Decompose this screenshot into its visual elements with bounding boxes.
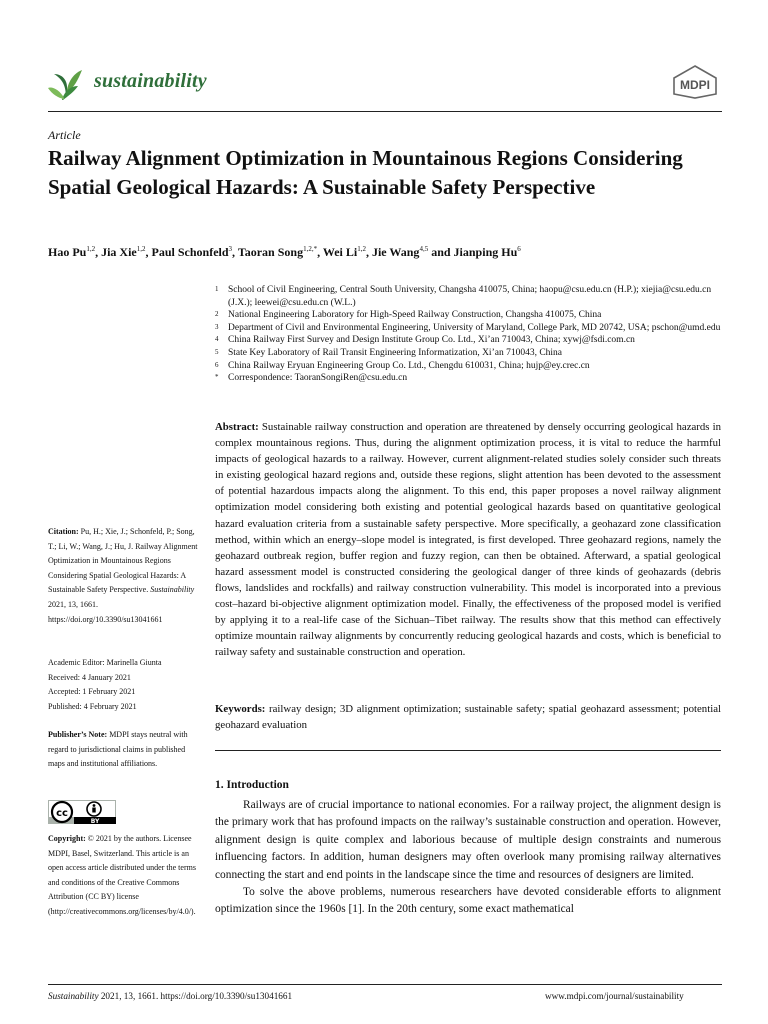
svg-text:cc: cc xyxy=(56,808,68,819)
dates-block xyxy=(48,656,198,714)
affiliation-item xyxy=(215,360,725,373)
footer-journal: Sustainability xyxy=(48,991,99,1001)
citation-text: Pu, H.; Xie, J.; Schonfeld, P.; Song, T.; Li, W.; Wang, J.; Hu, J. Railway Alignment Optimization in Mountainous Regions Considering Spatial Geological Hazards: A Sustainable Safety Perspective. xyxy=(48,527,198,595)
affiliation-text: Department of Civil and Environmental Engineering, University of Maryland, College Park, MD 20742, USA; pschon@umd.edu xyxy=(228,322,721,333)
author-affiliation-marker: 3 xyxy=(228,245,233,253)
affiliation-text: School of Civil Engineering, Central South University, Changsha 410075, China; haopu@csu.edu.cn (H.P.); xiejia@csu.edu.cn (J.X.); leewei@csu.edu.cn (W.L.) xyxy=(228,285,712,308)
author-name[interactable]: Taoran Song xyxy=(237,245,304,259)
citation-block xyxy=(48,525,198,627)
affiliation-number: 3 xyxy=(215,322,219,331)
author-separator: , xyxy=(365,245,372,259)
affiliation-item xyxy=(215,309,725,322)
affiliation-item xyxy=(215,347,725,360)
affiliation-number: 1 xyxy=(215,285,219,293)
accepted-date: Accepted: 1 February 2021 xyxy=(48,687,136,697)
citation-label: Citation: xyxy=(48,527,79,536)
author-affiliation-marker: 6 xyxy=(517,245,521,253)
abstract xyxy=(215,419,721,660)
publisher-note-label: Publisher’s Note: xyxy=(48,730,108,739)
author-separator: , xyxy=(145,245,152,259)
author-name[interactable]: Hao Pu xyxy=(48,245,87,259)
affiliation-item xyxy=(215,334,725,347)
affiliation-text: China Railway Eryuan Engineering Group Co. Ltd., Chengdu 610031, China; hujp@ey.crec.cn xyxy=(228,360,590,371)
introduction-body xyxy=(215,797,721,919)
footer-citation xyxy=(48,991,292,1001)
affiliation-text: National Engineering Laboratory for High-Speed Railway Construction, Changsha 410075, China xyxy=(228,310,602,321)
mdpi-logo-icon xyxy=(668,64,722,100)
footer-doi[interactable]: 1661. https://doi.org/10.3390/su13041661 xyxy=(137,991,293,1001)
received-date: Received: 4 January 2021 xyxy=(48,672,131,682)
academic-editor: Academic Editor: Marinella Giunta xyxy=(48,658,162,667)
keywords-rule xyxy=(215,750,721,751)
author-affiliation-marker: 4,5 xyxy=(419,245,429,253)
author-affiliation-marker: 1,2,* xyxy=(303,245,318,253)
journal-name: sustainability xyxy=(94,70,207,92)
abstract-text: Sustainable railway construction and operation are threatened by densely occurring geological hazards in complex mountainous regions. Thus, during the alignment optimization process, it is vital to reduce the harmful impacts of geological hazards to a railway. However, current alignment-related studies solely consider such threats in existing geological hazard regions and, outside these regions, slight attention has been devoted to the assessment of potential hazardous impacts along the alignment. To this end, this paper proposes a novel railway alignment optimization model considering both existing and potential geological hazards based on quantitative geological hazard evaluation criteria from a sustainable safety perspective. More specifically, a geohazard zone classification method, within which an energy–slope model is integrated, is first developed. Three geohazard regions, namely the geohazard outbreak region, buffer region and fuzzy region, can then be obtained. Afterward, a spatial geological hazard assessment model is constructed considering the geological danger of three kinds of geohazards (debris flows, landslides and rockfalls) and railway construction vulnerability. This model is incorporated into a previous cost–hazard bi-objective alignment optimization model. Finally, the effectiveness of the proposed model is verified by applying it to a real-life case of the Sichuan–Tibet railway. The results show that this method can effectively optimize mountain railway alignments by concurrently reducing geological hazards and costs, which is beneficial to railway safety and sustainable construction and operation. xyxy=(215,421,722,659)
author-separator: and xyxy=(428,245,454,259)
affiliation-text: China Railway First Survey and Design Institute Group Co. Ltd., Xi’an 710043, China; xywj@fsdi.com.cn xyxy=(228,335,635,346)
footer-year-vol: 2021, 13, xyxy=(100,991,136,1001)
author-separator: , xyxy=(95,245,102,259)
publisher-note xyxy=(48,728,198,772)
author-name[interactable]: Jie Wang xyxy=(371,245,420,259)
copyright-text: © 2021 by the authors. Licensee MDPI, Basel, Switzerland. This article is an open access article distributed under the terms and conditions of the Creative Commons Attribution (CC BY) license (http://creativecommons.org/licenses/by/4.0/). xyxy=(48,834,196,916)
affiliation-item xyxy=(215,372,725,385)
affiliation-number: * xyxy=(215,373,219,382)
author-name[interactable]: Jia Xie xyxy=(101,245,137,259)
keywords-text: railway design; 3D alignment optimization; sustainable safety; spatial geohazard assessment; potential geohazard evaluation xyxy=(215,703,721,731)
cc-by-license-icon[interactable] xyxy=(48,800,116,824)
abstract-label: Abstract: xyxy=(215,421,259,433)
copyright-block xyxy=(48,832,198,920)
affiliation-item xyxy=(215,322,725,335)
affiliation-item xyxy=(215,284,725,309)
footer-journal-url[interactable]: www.mdpi.com/journal/sustainability xyxy=(545,991,684,1001)
copyright-label: Copyright: xyxy=(48,834,86,843)
author-separator: , xyxy=(317,245,323,259)
affiliation-number: 5 xyxy=(215,347,219,356)
svg-text:MDPI: MDPI xyxy=(680,78,710,92)
author-name[interactable]: Wei Li xyxy=(322,245,358,259)
affiliations xyxy=(215,284,725,385)
author-affiliation-marker: 1,2 xyxy=(357,245,366,253)
author-affiliation-marker: 1,2 xyxy=(86,245,96,253)
article-type: Article xyxy=(48,128,81,142)
author-separator: , xyxy=(232,245,238,259)
publisher-note-text: MDPI stays neutral with regard to jurisdictional claims in published maps and institutional affiliations. xyxy=(48,730,188,769)
journal-leaf-icon xyxy=(48,62,84,102)
author-list xyxy=(48,245,728,260)
citation-doi[interactable]: 1661. https://doi.org/10.3390/su13041661 xyxy=(48,599,163,624)
article-title: Railway Alignment Optimization in Mountainous Regions Considering Spatial Geological Hazards: A Sustainable Safety Perspective xyxy=(48,146,683,199)
header-rule xyxy=(48,111,722,112)
footer-rule xyxy=(48,984,722,985)
affiliation-number: 4 xyxy=(215,335,219,344)
intro-paragraph: Railways are of crucial importance to national economies. For a railway project, the alignment design is the primary work that has profound impacts on the railway’s sustainable construction and operation. However, alignment design is quite complex and laborious because of multiple design constraints and numerous influencing factors. In addition, human designers may often overlook many promising railway alternatives connecting the start and end points in the landscape since the time and resources of designers are limited. xyxy=(215,799,721,881)
author-affiliation-marker: 1,2 xyxy=(136,245,146,253)
cc-badge-label: BY xyxy=(90,818,100,824)
section-heading-introduction: 1. Introduction xyxy=(215,779,289,791)
author-name[interactable]: Paul Schonfeld xyxy=(151,245,229,259)
published-date: Published: 4 February 2021 xyxy=(48,701,137,711)
affiliation-text: State Key Laboratory of Rail Transit Engineering Informatization, Xi’an 710043, China xyxy=(228,347,563,358)
keywords xyxy=(215,701,721,733)
affiliation-text: Correspondence: TaoranSongiRen@csu.edu.cn xyxy=(228,373,408,384)
author-name[interactable]: Jianping Hu xyxy=(453,245,518,259)
intro-paragraph: To solve the above problems, numerous researchers have devoted considerable efforts to alignment optimization since the 1960s [1]. In the 20th century, some exact mathematical xyxy=(215,886,721,916)
affiliation-number: 2 xyxy=(215,310,219,319)
keywords-label: Keywords: xyxy=(215,703,266,715)
citation-journal: Sustainability xyxy=(150,585,195,595)
citation-year-vol: 2021, 13, xyxy=(48,599,78,609)
affiliation-number: 6 xyxy=(215,360,219,369)
